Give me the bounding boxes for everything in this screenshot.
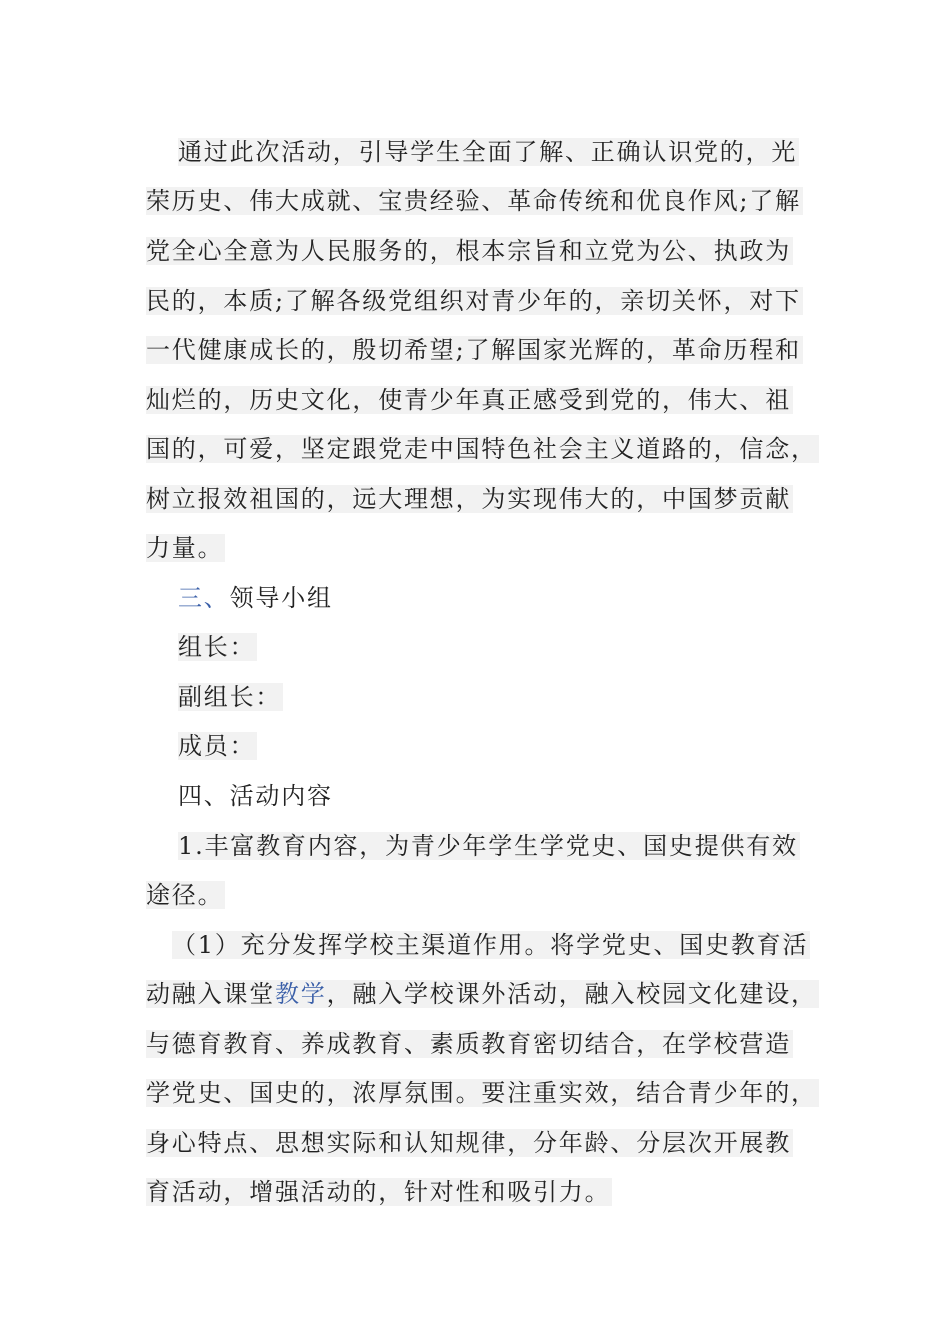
subitem-line: 与德育教育、养成教育、素质教育密切结合，在学校营造: [146, 1030, 791, 1058]
subitem-line: 学党史、国史的，浓厚氛围。要注重实效，结合青少年的，: [146, 1079, 817, 1107]
members-label: 成员：: [178, 732, 256, 760]
deputy-label: 副组长：: [178, 683, 282, 711]
section-heading-activities: 四、活动内容: [178, 782, 333, 810]
subitem-line: （1）充分发挥学校主渠道作用。将学党史、国史教育活: [172, 931, 809, 959]
subitem-line: 动融入课堂教学，融入学校课外活动，融入校园文化建设，: [146, 980, 817, 1008]
paragraph-line: 国的，可爱，坚定跟党走中国特色社会主义道路的，信念，: [146, 435, 817, 463]
section-title: 领导小组: [229, 584, 333, 612]
paragraph-line: 一代健康成长的，殷切希望;了解国家光辉的，革命历程和: [146, 336, 801, 364]
subitem-line: 育活动，增强活动的，针对性和吸引力。: [146, 1178, 611, 1206]
paragraph-line: 民的，本质;了解各级党组织对青少年的，亲切关怀，对下: [146, 287, 801, 315]
item-line: 1.丰富教育内容，为青少年学生学党史、国史提供有效: [178, 832, 798, 860]
leader-label: 组长：: [178, 633, 256, 661]
paragraph-line: 力量。: [146, 534, 224, 562]
paragraph-line: 树立报效祖国的，远大理想，为实现伟大的，中国梦贡献: [146, 485, 791, 513]
paragraph-line: 灿烂的，历史文化，使青少年真正感受到党的，伟大、祖: [146, 386, 791, 414]
paragraph-line: 党全心全意为人民服务的，根本宗旨和立党为公、执政为: [146, 237, 791, 265]
subitem-line: 身心特点、思想实际和认知规律，分年龄、分层次开展教: [146, 1129, 791, 1157]
section-heading-leadership: [178, 573, 333, 623]
teaching-link[interactable]: 教学: [275, 980, 327, 1008]
section-number: 三、: [178, 584, 230, 612]
item-line: 途径。: [146, 881, 224, 909]
paragraph-line: 通过此次活动，引导学生全面了解、正确认识党的，光: [178, 138, 798, 166]
paragraph-line: 荣历史、伟大成就、宝贵经验、革命传统和优良作风;了解: [146, 187, 801, 215]
